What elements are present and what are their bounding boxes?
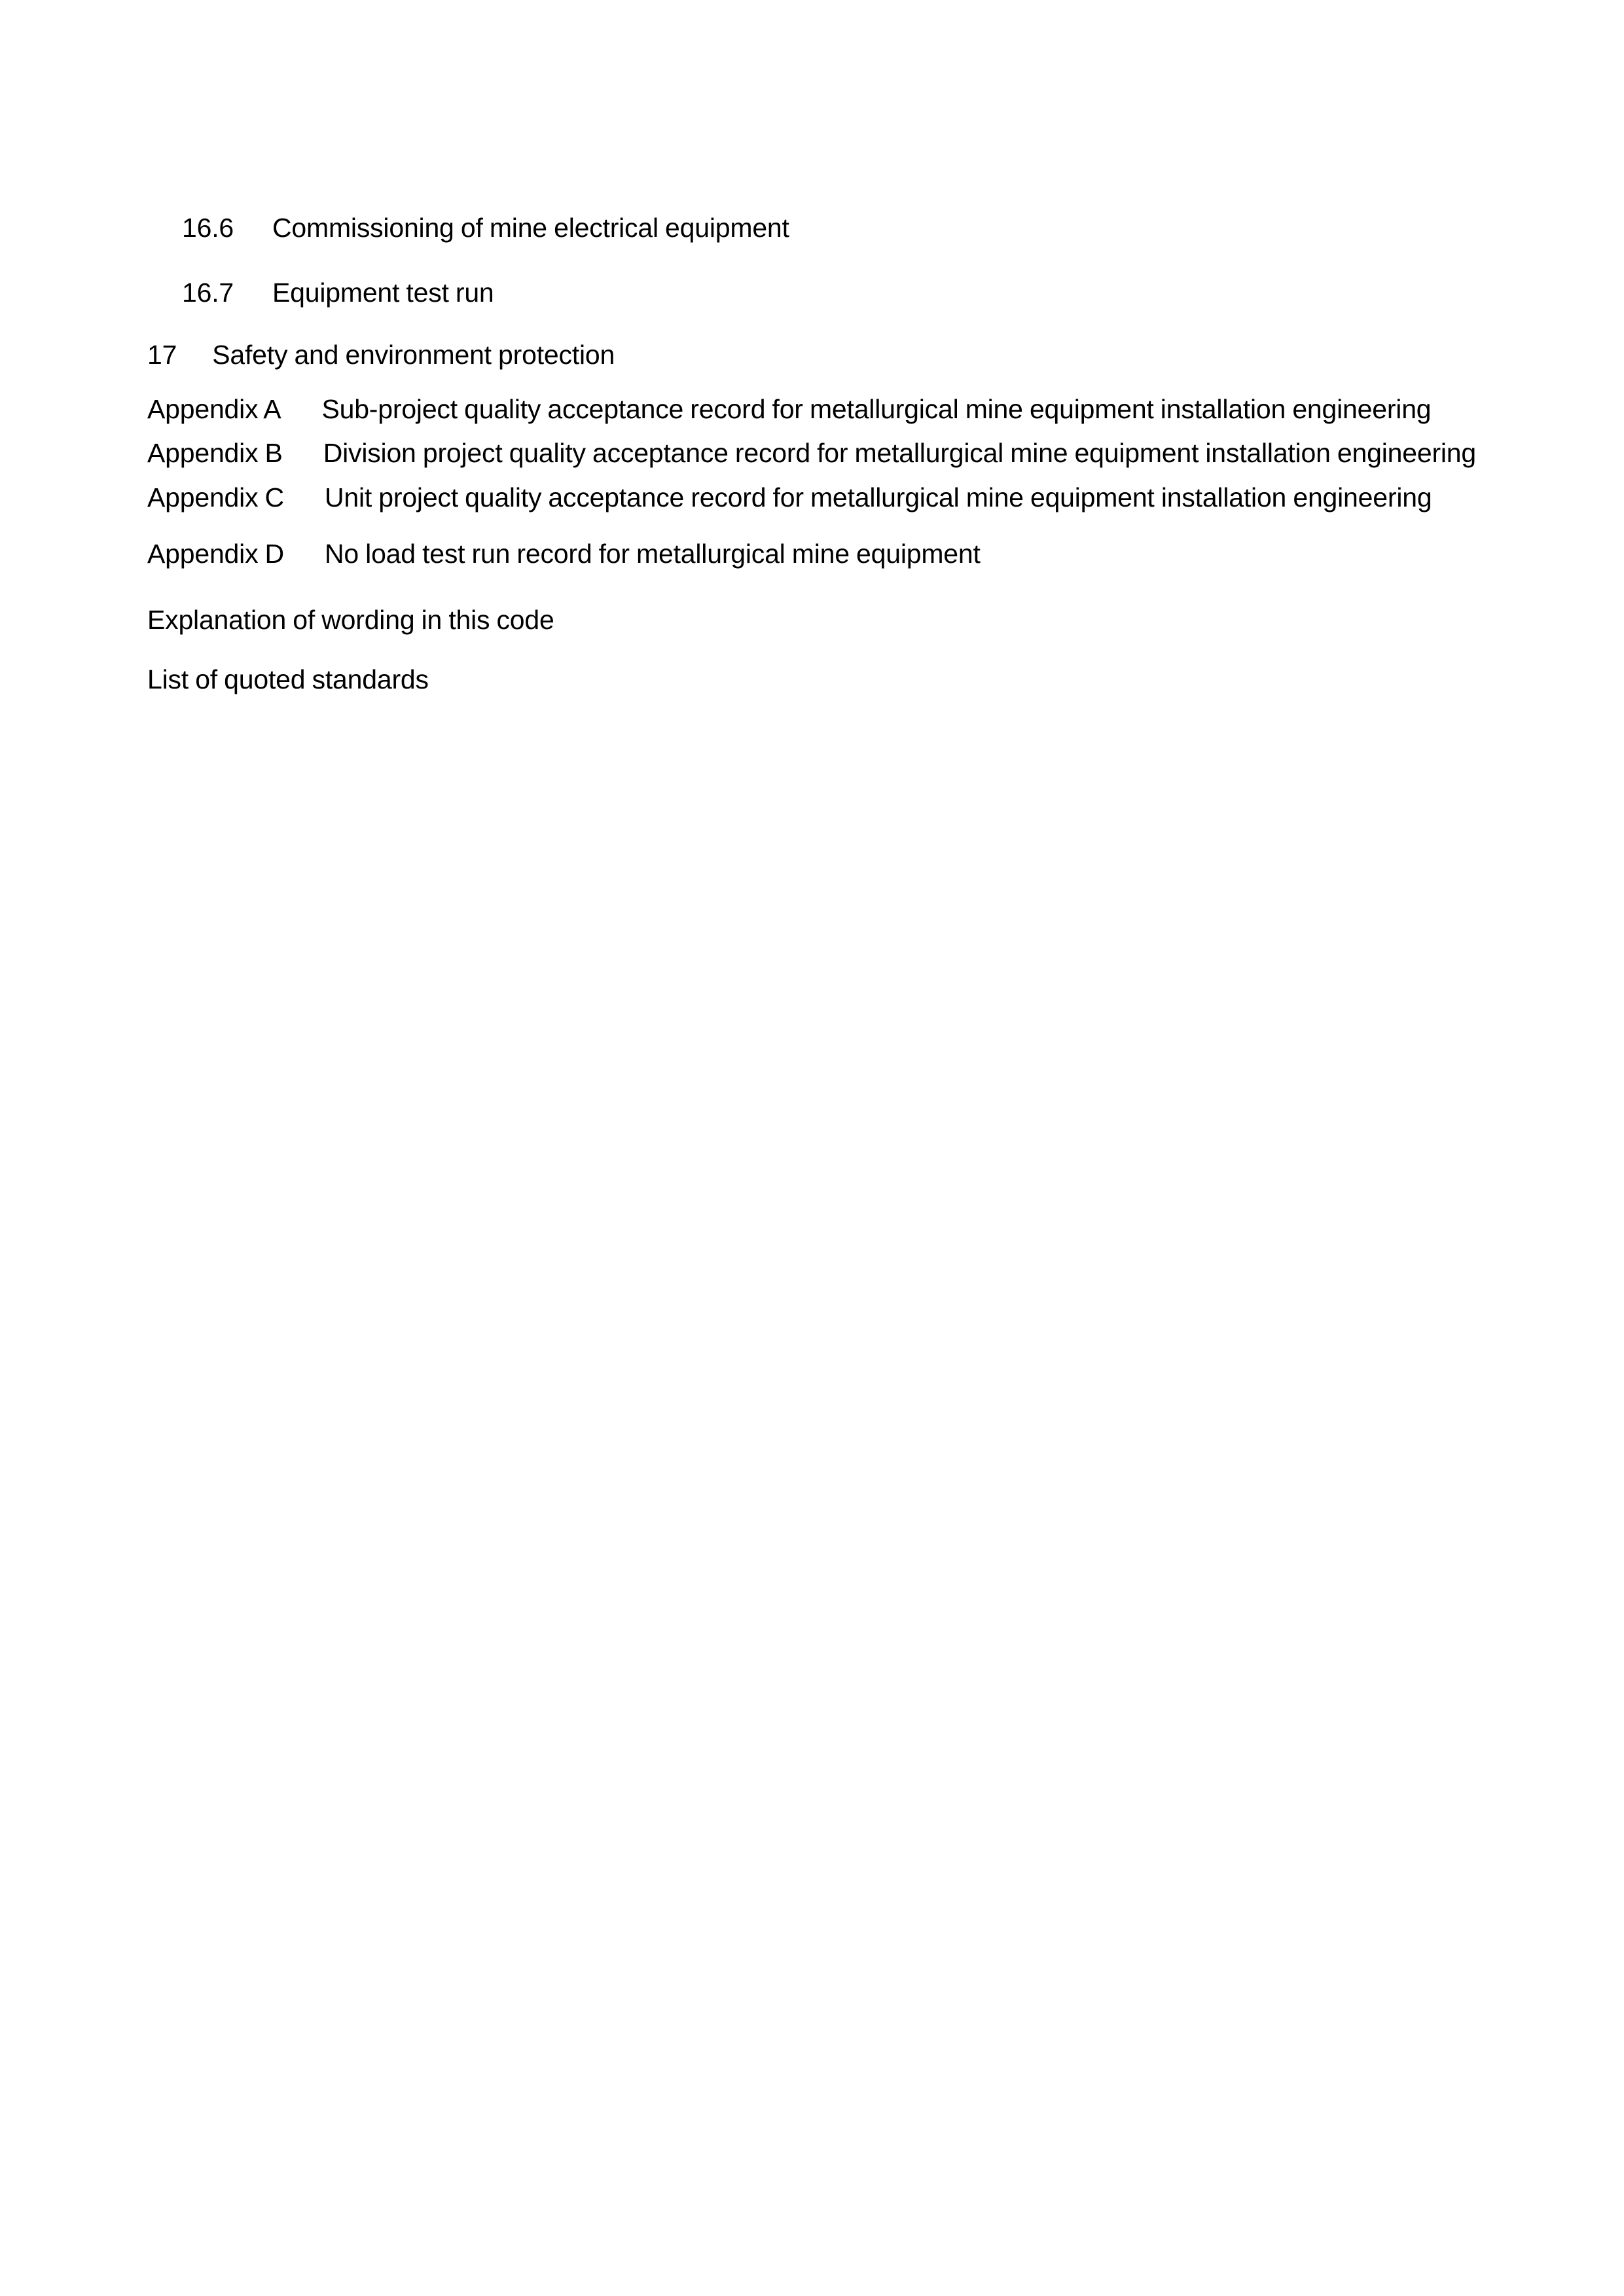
entry-label: Appendix C xyxy=(147,482,284,512)
label-gap xyxy=(234,301,272,302)
entry-label: Appendix B xyxy=(147,438,283,468)
label-gap xyxy=(234,236,272,237)
entry-label: Appendix D xyxy=(147,539,284,569)
entry-text: Commissioning of mine electrical equipment xyxy=(272,213,789,243)
entry-number: 16.7 xyxy=(182,278,234,308)
entry-16-7 xyxy=(182,272,1479,314)
entry-appendix-c xyxy=(147,477,1479,518)
entry-17 xyxy=(147,334,1479,376)
entry-16-6 xyxy=(182,207,1479,249)
entry-label: Appendix A xyxy=(147,394,281,424)
entry-text: Safety and environment protection xyxy=(212,340,615,370)
entry-text: Division project quality acceptance record for metallurgical mine equipment installation engineering xyxy=(323,438,1477,468)
label-gap xyxy=(177,363,212,364)
entry-text: Unit project quality acceptance record for metallurgical mine equipment installation engineering xyxy=(324,482,1432,512)
entry-appendix-b xyxy=(147,433,1479,474)
entry-list-of-quoted-standards xyxy=(147,659,1479,700)
entry-text: List of quoted standards xyxy=(147,664,429,694)
entry-explanation-of-wording xyxy=(147,600,1479,641)
entry-appendix-a xyxy=(147,389,1479,430)
label-gap xyxy=(284,562,325,563)
entry-number: 17 xyxy=(147,340,177,370)
entry-text: No load test run record for metallurgical mine equipment xyxy=(324,539,981,569)
entry-text: Sub-project quality acceptance record for metallurgical mine equipment installation engineering xyxy=(321,394,1432,424)
label-gap xyxy=(284,506,325,507)
entry-text: Explanation of wording in this code xyxy=(147,605,554,635)
entry-number: 16.6 xyxy=(182,213,234,243)
label-gap xyxy=(283,461,323,462)
entry-appendix-d xyxy=(147,533,1479,575)
entry-text: Equipment test run xyxy=(272,278,494,308)
